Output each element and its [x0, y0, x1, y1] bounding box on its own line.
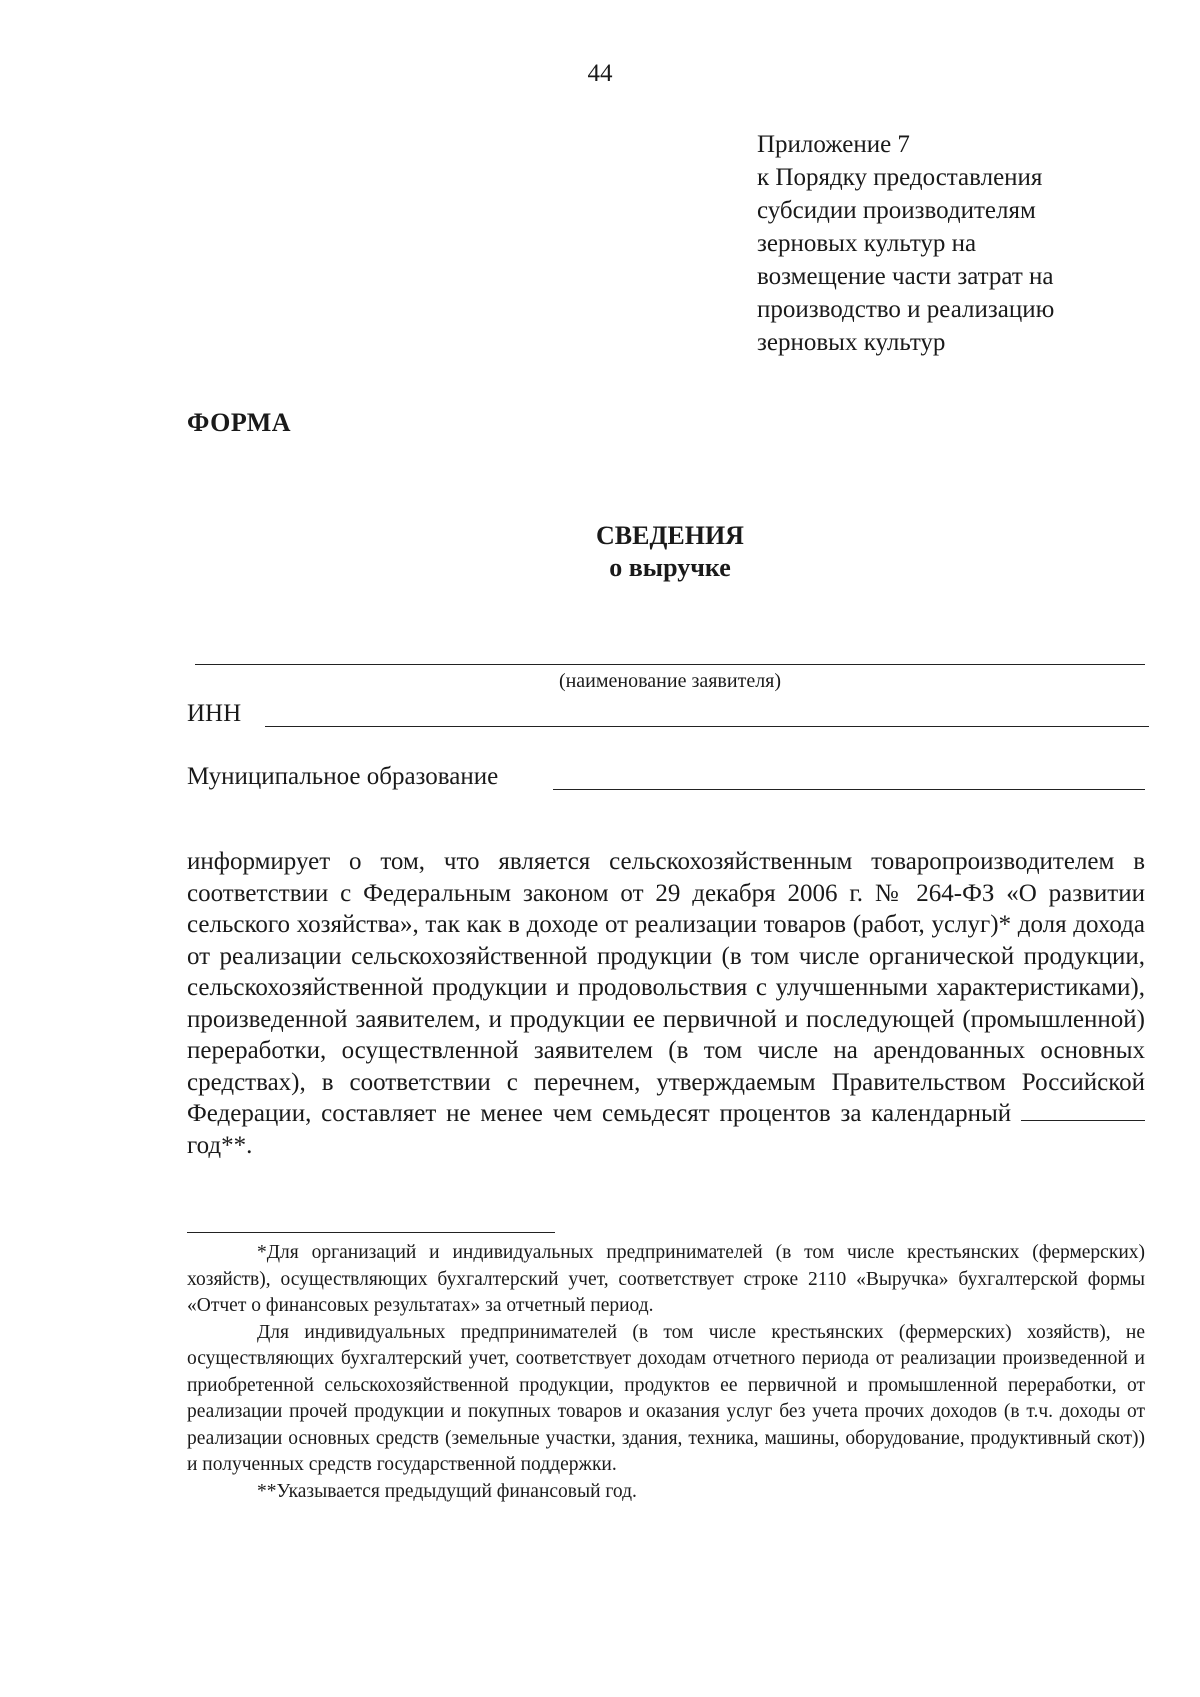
appendix-line: возмещение части затрат на: [757, 263, 1054, 290]
inn-label: ИНН: [187, 700, 242, 727]
footnote-divider: [187, 1232, 555, 1233]
municipality-input-line[interactable]: [553, 789, 1145, 790]
footnote-1-continued: Для индивидуальных предпринимателей (в том числе крестьянских (фермерских) хозяйств), не осуществляющих бухгалтерский учет, соответствует доходам отчетного периода от реализации произведенной и приобретенной сельскохозяйственной продукции, продуктов ее первичной и промышленной переработки, от реализации прочей продукции и покупных товаров и оказания услуг без учета прочих доходов (в т.ч. доходы от реализации основных средств (земельные участки, здания, техника, машины, оборудование, продуктивный скот)) и полученных средств государственной поддержки.: [187, 1321, 1145, 1475]
applicant-name-caption: (наименование заявителя): [558, 670, 782, 692]
body-text: информирует о том, что является сельскохозяйственным товаропроизводителем в соответствии с Федеральным законом от 29 декабря 2006 г. № 264-ФЗ «О развитии сельского хозяйства», так как в доходе от реализации товаров (работ, услуг)* доля дохода от реализации сельскохозяйственной продукции (в том числе органической продукции, сельскохозяйственной продукции и продовольствия с улучшенными характеристиками), произведенной заявителем, и продукции ее первичной и последующей (промышленной) переработки, осуществленной заявителем (в том числе на арендованных основных средствах), в соответствии с перечнем, утверждаемым Правительством Российской Федерации, составляет не менее чем семьдесят процентов за календарный: [187, 848, 1145, 1127]
form-label: ФОРМА: [187, 408, 292, 437]
footnote-1: *Для организаций и индивидуальных предпринимателей (в том числе крестьянских (фермерских) хозяйств), осуществляющих бухгалтерский учет, соответствует строке 2110 «Выручка» бухгалтерской формы «Отчет о финансовых результатах» за отчетный период.: [187, 1242, 1145, 1316]
body-text-end: год**.: [187, 1131, 253, 1159]
title-sub: о выручке: [609, 553, 731, 582]
municipality-label: Муниципальное образование: [187, 763, 499, 790]
document-title: [0, 520, 1200, 584]
title-main: СВЕДЕНИЯ: [596, 521, 744, 550]
appendix-line: к Порядку предоставления: [757, 164, 1043, 191]
appendix-line: зерновых культур: [757, 329, 946, 356]
appendix-line: субсидии производителям: [757, 197, 1036, 224]
applicant-name-line[interactable]: [195, 664, 1145, 665]
appendix-block: [757, 128, 1157, 359]
body-paragraph: [187, 846, 1145, 1161]
footnote-2: **Указывается предыдущий финансовый год.: [257, 1480, 637, 1502]
appendix-line: зерновых культур на: [757, 230, 977, 257]
inn-row: [187, 700, 241, 728]
inn-input-line[interactable]: [265, 726, 1149, 727]
year-blank-field[interactable]: [1021, 1098, 1145, 1121]
appendix-line: Приложение 7: [757, 131, 910, 158]
page-number: 44: [587, 60, 613, 87]
appendix-line: производство и реализацию: [757, 296, 1055, 323]
footnotes: [187, 1240, 1145, 1505]
municipality-row: [187, 763, 498, 791]
